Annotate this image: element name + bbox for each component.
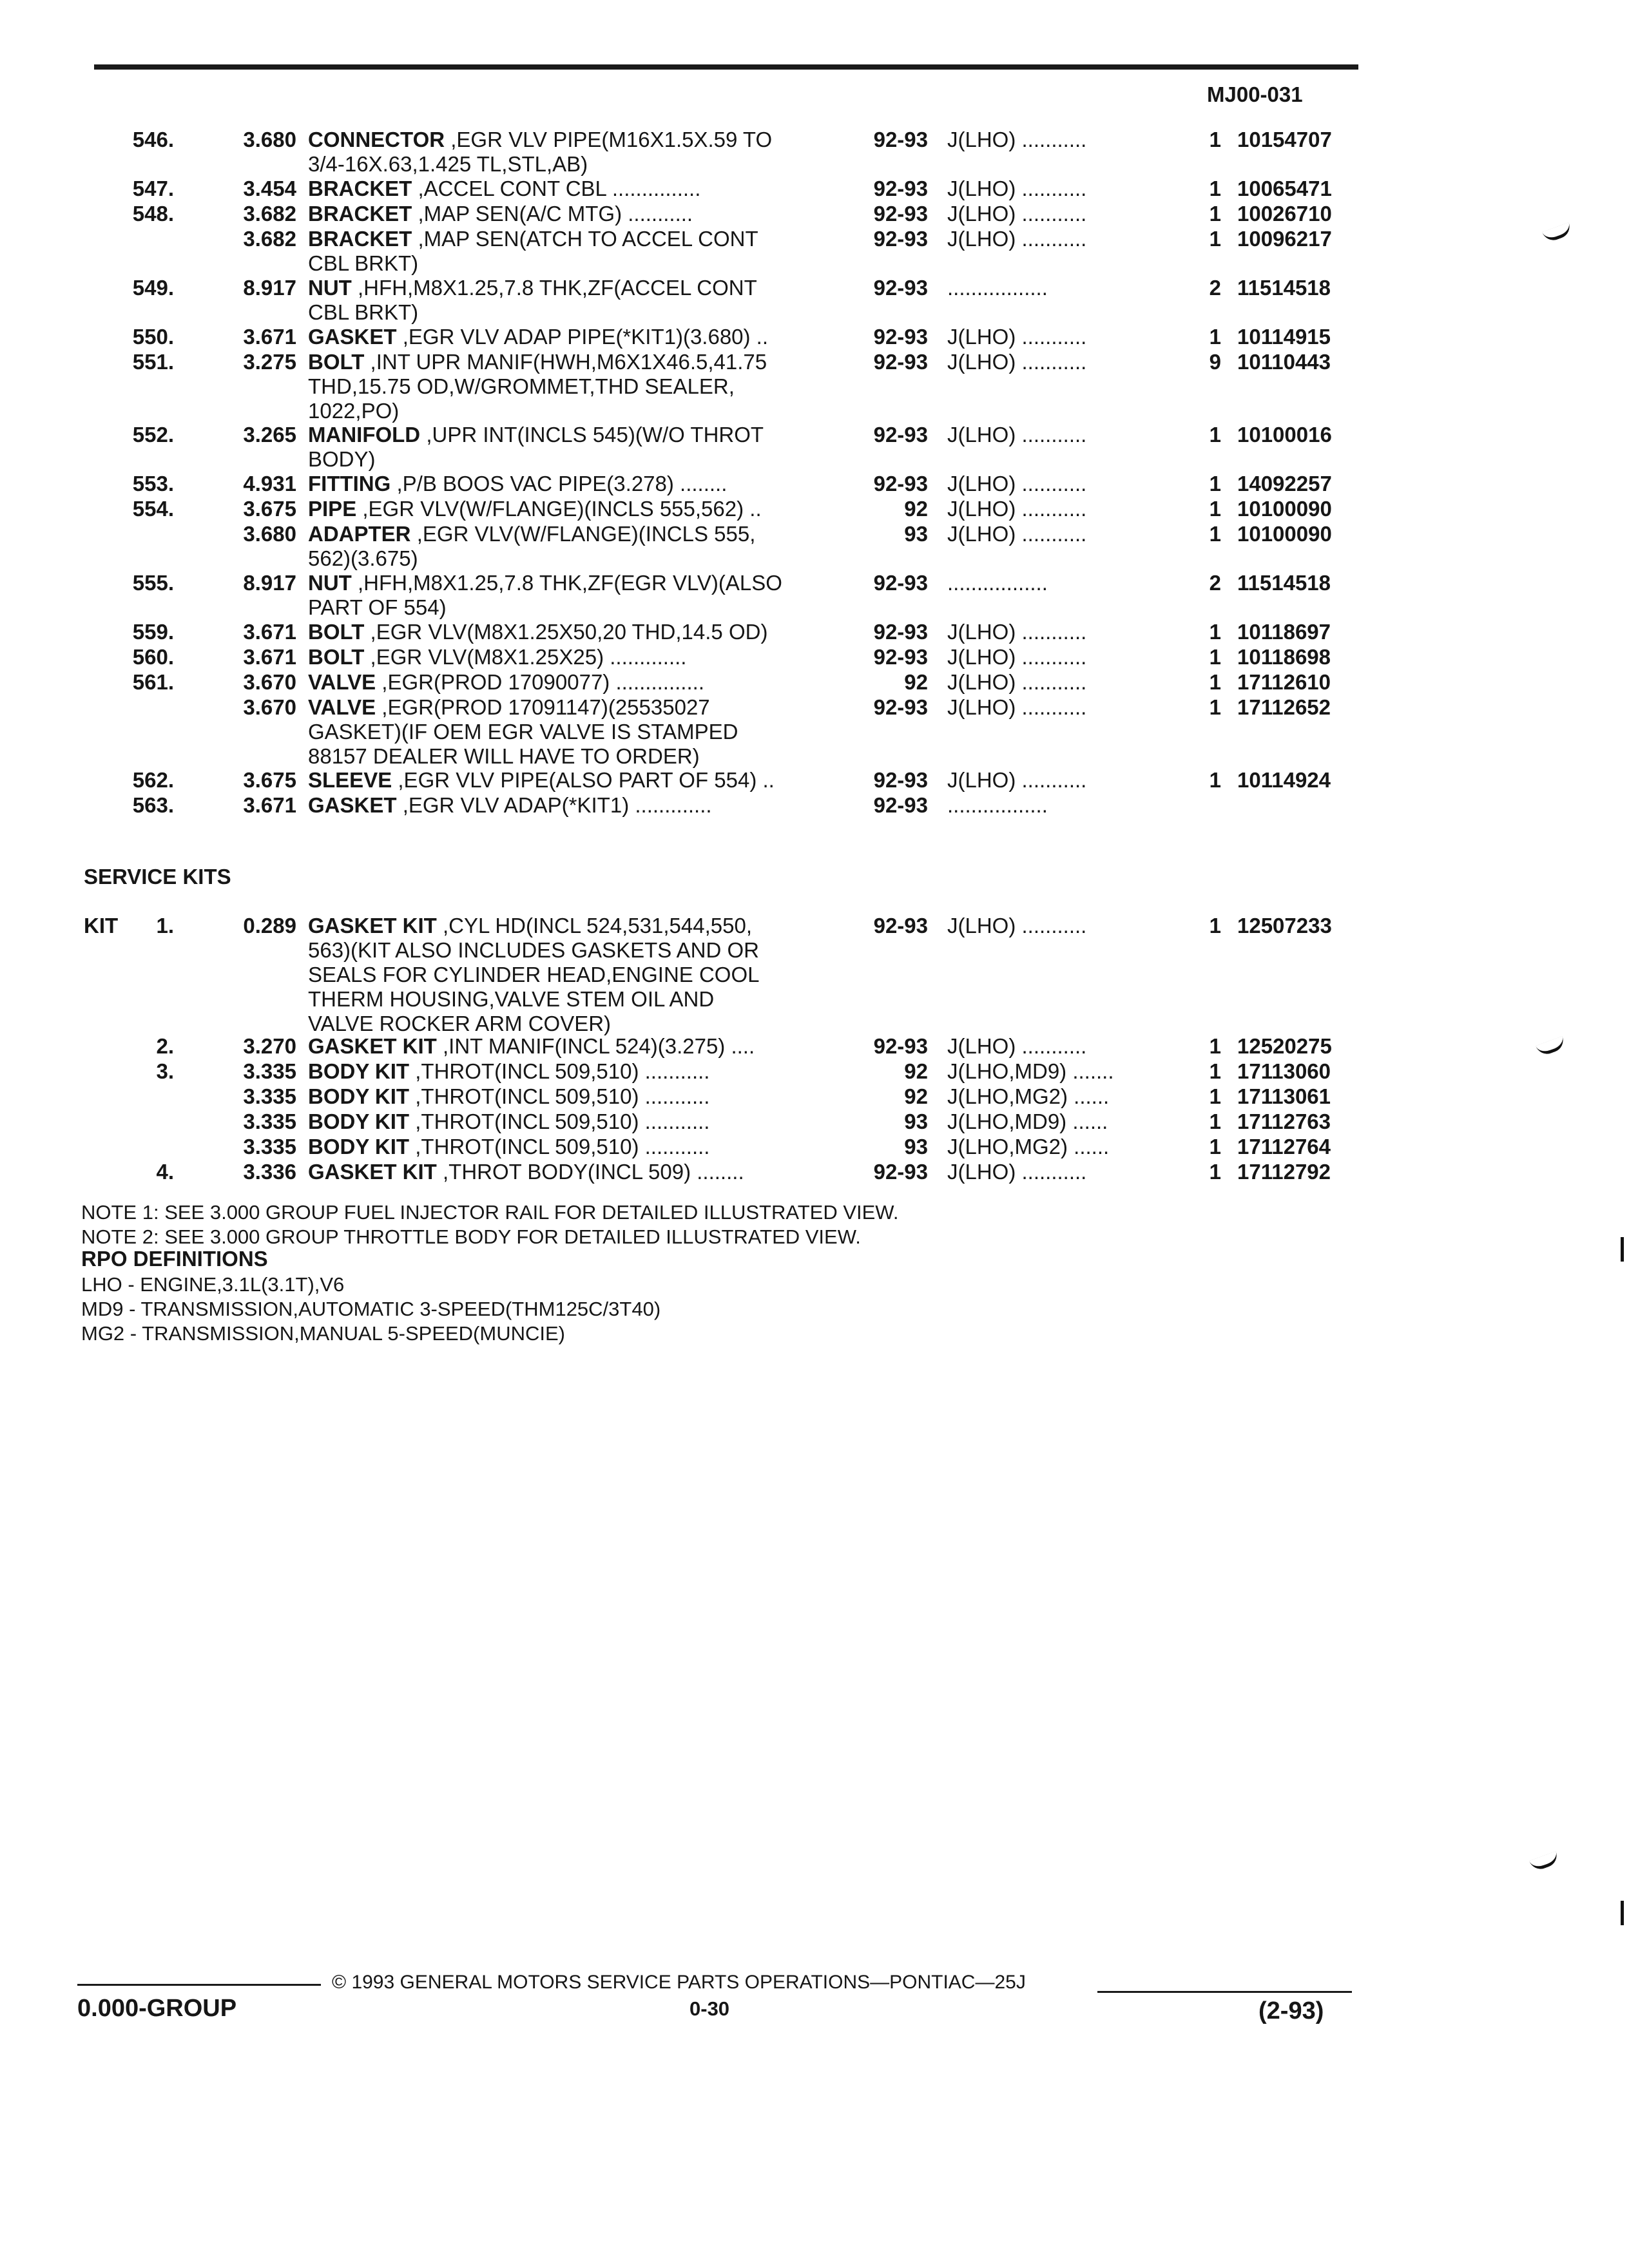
description-text: ,ACCEL CONT CBL ............... bbox=[418, 177, 701, 200]
model-codes: J(LHO) ........... bbox=[947, 202, 1087, 226]
footer-rule-left bbox=[77, 1984, 321, 1986]
group-number: 3.670 bbox=[243, 670, 296, 694]
model-codes: J(LHO) ........... bbox=[947, 177, 1087, 200]
ref-number: 552. bbox=[132, 423, 174, 447]
quantity: 1 bbox=[1209, 914, 1221, 937]
description-line bbox=[308, 350, 856, 374]
description bbox=[308, 695, 856, 769]
part-keyword: BODY KIT bbox=[308, 1135, 410, 1158]
group-number: 3.335 bbox=[243, 1135, 296, 1158]
ref-number: 559. bbox=[132, 620, 174, 644]
ref-number: 4. bbox=[156, 1160, 174, 1184]
model-codes: J(LHO) ........... bbox=[947, 1034, 1087, 1058]
description-line bbox=[308, 1084, 856, 1109]
model-codes: J(LHO) ........... bbox=[947, 128, 1087, 151]
model-years: 92-93 bbox=[873, 914, 928, 937]
model-codes: J(LHO) ........... bbox=[947, 227, 1087, 251]
description bbox=[308, 793, 856, 818]
part-keyword: SLEEVE bbox=[308, 768, 392, 792]
model-codes: J(LHO) ........... bbox=[947, 1160, 1087, 1184]
description-text: ,CYL HD(INCL 524,531,544,550, bbox=[443, 914, 753, 937]
model-codes: J(LHO) ........... bbox=[947, 497, 1087, 521]
group-number: 8.917 bbox=[243, 276, 296, 300]
rpo-item: MG2 - TRANSMISSION,MANUAL 5-SPEED(MUNCIE) bbox=[81, 1322, 565, 1345]
description-line bbox=[308, 938, 856, 963]
model-years: 92-93 bbox=[873, 202, 928, 226]
description-line bbox=[308, 399, 856, 423]
model-years: 92-93 bbox=[873, 325, 928, 349]
description-line bbox=[308, 325, 856, 349]
model-codes: ................. bbox=[947, 276, 1048, 300]
description-line bbox=[308, 202, 856, 226]
description-line bbox=[308, 963, 856, 987]
rpo-definitions bbox=[81, 1273, 660, 1346]
description bbox=[308, 1160, 856, 1184]
footer-date: (2-93) bbox=[1258, 1997, 1324, 2024]
model-codes: J(LHO,MG2) ...... bbox=[947, 1084, 1110, 1108]
model-codes: J(LHO) ........... bbox=[947, 423, 1087, 447]
rpo-item: MD9 - TRANSMISSION,AUTOMATIC 3-SPEED(THM125C/3T40) bbox=[81, 1298, 661, 1320]
ref-number: 563. bbox=[132, 793, 174, 817]
description-text: ,INT MANIF(INCL 524)(3.275) .... bbox=[443, 1034, 755, 1058]
model-codes: J(LHO) ........... bbox=[947, 522, 1087, 546]
description bbox=[308, 227, 856, 276]
footer-copyright: © 1993 GENERAL MOTORS SERVICE PARTS OPERATIONS—PONTIAC—25J bbox=[332, 1972, 1026, 1993]
description-line bbox=[308, 793, 856, 818]
description-line bbox=[308, 571, 856, 595]
description bbox=[308, 1059, 856, 1084]
description bbox=[308, 128, 856, 177]
description-line bbox=[308, 447, 856, 472]
part-keyword: NUT bbox=[308, 571, 352, 595]
quantity: 1 bbox=[1209, 325, 1221, 349]
model-codes: ................. bbox=[947, 571, 1048, 595]
description-text: 562)(3.675) bbox=[308, 546, 418, 570]
quantity: 1 bbox=[1209, 128, 1221, 151]
ref-number: 547. bbox=[132, 177, 174, 200]
part-number: 17112764 bbox=[1237, 1135, 1331, 1158]
description-text: ,EGR VLV PIPE(ALSO PART OF 554) .. bbox=[398, 768, 775, 792]
part-number: 11514518 bbox=[1237, 276, 1331, 300]
edge-bar bbox=[1621, 1237, 1624, 1262]
group-number: 3.682 bbox=[243, 202, 296, 226]
group-number: 3.270 bbox=[243, 1034, 296, 1058]
description-text: ,P/B BOOS VAC PIPE(3.278) ........ bbox=[396, 472, 728, 495]
description-line bbox=[308, 251, 856, 276]
description bbox=[308, 423, 856, 472]
group-number: 3.675 bbox=[243, 768, 296, 792]
model-years: 92 bbox=[904, 1084, 928, 1108]
part-number: 11514518 bbox=[1237, 571, 1331, 595]
model-years: 92-93 bbox=[873, 227, 928, 251]
binding-mark bbox=[1529, 1851, 1560, 1872]
part-keyword: BRACKET bbox=[308, 177, 412, 200]
quantity: 1 bbox=[1209, 695, 1221, 719]
note-line: NOTE 1: SEE 3.000 GROUP FUEL INJECTOR RAIL FOR DETAILED ILLUSTRATED VIEW. bbox=[81, 1201, 899, 1224]
description bbox=[308, 1034, 856, 1059]
description-text: GASKET)(IF OEM EGR VALVE IS STAMPED bbox=[308, 720, 738, 744]
footer-group: 0.000-GROUP bbox=[77, 1995, 237, 2022]
model-years: 92-93 bbox=[873, 571, 928, 595]
description-line bbox=[308, 720, 856, 744]
description-text: ,MAP SEN(A/C MTG) ........... bbox=[418, 202, 693, 226]
description-text: ,EGR VLV ADAP PIPE(*KIT1)(3.680) .. bbox=[402, 325, 769, 349]
model-years: 92-93 bbox=[873, 768, 928, 792]
group-number: 3.671 bbox=[243, 793, 296, 817]
model-codes: J(LHO) ........... bbox=[947, 695, 1087, 719]
description-line bbox=[308, 1012, 856, 1036]
description-line bbox=[308, 177, 856, 201]
binding-mark bbox=[1542, 222, 1573, 244]
description bbox=[308, 1135, 856, 1159]
ref-number: 2. bbox=[156, 1034, 174, 1058]
part-number: 10118698 bbox=[1237, 645, 1331, 669]
model-codes: J(LHO,MG2) ...... bbox=[947, 1135, 1110, 1158]
part-number: 10096217 bbox=[1237, 227, 1332, 251]
part-keyword: ADAPTER bbox=[308, 522, 411, 546]
description bbox=[308, 350, 856, 423]
description-text: VALVE ROCKER ARM COVER) bbox=[308, 1012, 612, 1035]
model-years: 92-93 bbox=[873, 645, 928, 669]
ref-number: 555. bbox=[132, 571, 174, 595]
description bbox=[308, 645, 856, 669]
description-line bbox=[308, 152, 856, 177]
part-keyword: BODY KIT bbox=[308, 1084, 410, 1108]
description-text: ,HFH,M8X1.25,7.8 THK,ZF(EGR VLV)(ALSO bbox=[358, 571, 782, 595]
description-line bbox=[308, 987, 856, 1012]
model-codes: J(LHO) ........... bbox=[947, 914, 1087, 937]
part-keyword: MANIFOLD bbox=[308, 423, 421, 447]
description-text: THD,15.75 OD,W/GROMMET,THD SEALER, bbox=[308, 374, 735, 398]
model-years: 92-93 bbox=[873, 620, 928, 644]
description-line bbox=[308, 620, 856, 644]
part-keyword: BODY KIT bbox=[308, 1110, 410, 1133]
quantity: 1 bbox=[1209, 768, 1221, 792]
description-text: BODY) bbox=[308, 447, 376, 471]
footer-rule-right bbox=[1097, 1991, 1352, 1993]
description-line bbox=[308, 423, 856, 447]
quantity: 1 bbox=[1209, 1084, 1221, 1108]
description-text: CBL BRKT) bbox=[308, 251, 419, 275]
description-text: ,EGR VLV PIPE(M16X1.5X.59 TO bbox=[450, 128, 773, 151]
part-keyword: GASKET bbox=[308, 325, 397, 349]
description-text: ,EGR VLV(W/FLANGE)(INCLS 555,562) .. bbox=[362, 497, 762, 521]
description-line bbox=[308, 546, 856, 571]
description-text: ,EGR(PROD 17091147)(25535027 bbox=[381, 695, 710, 719]
description-text: 1022,PO) bbox=[308, 399, 400, 423]
quantity: 1 bbox=[1209, 1160, 1221, 1184]
model-years: 93 bbox=[904, 1110, 928, 1133]
description bbox=[308, 202, 856, 226]
ref-number: 550. bbox=[132, 325, 174, 349]
group-number: 3.682 bbox=[243, 227, 296, 251]
quantity: 1 bbox=[1209, 1034, 1221, 1058]
description-text: 3/4-16X.63,1.425 TL,STL,AB) bbox=[308, 152, 588, 176]
model-years: 92-93 bbox=[873, 423, 928, 447]
part-number: 10110443 bbox=[1237, 350, 1331, 374]
description-line bbox=[308, 227, 856, 251]
group-number: 3.680 bbox=[243, 522, 296, 546]
part-number: 17112763 bbox=[1237, 1110, 1331, 1133]
model-codes: J(LHO) ........... bbox=[947, 645, 1087, 669]
ref-number: 549. bbox=[132, 276, 174, 300]
group-number: 8.917 bbox=[243, 571, 296, 595]
part-number: 10118697 bbox=[1237, 620, 1331, 644]
page-code: MJ00-031 bbox=[1207, 82, 1303, 106]
part-number: 17112652 bbox=[1237, 695, 1331, 719]
description-text: ,EGR VLV(M8X1.25X25) ............. bbox=[370, 645, 687, 669]
description-text: ,THROT(INCL 509,510) ........... bbox=[415, 1084, 710, 1108]
description bbox=[308, 914, 856, 1036]
description-line bbox=[308, 914, 856, 938]
edge-bar bbox=[1621, 1901, 1624, 1925]
quantity: 1 bbox=[1209, 472, 1221, 495]
description-text: ,MAP SEN(ATCH TO ACCEL CONT bbox=[418, 227, 758, 251]
part-number: 10100090 bbox=[1237, 497, 1332, 521]
group-number: 3.671 bbox=[243, 325, 296, 349]
description-line bbox=[308, 472, 856, 496]
quantity: 1 bbox=[1209, 202, 1221, 226]
quantity: 1 bbox=[1209, 497, 1221, 521]
quantity: 1 bbox=[1209, 645, 1221, 669]
quantity: 2 bbox=[1209, 276, 1221, 300]
group-number: 3.671 bbox=[243, 620, 296, 644]
part-keyword: BOLT bbox=[308, 645, 365, 669]
description-line bbox=[308, 768, 856, 793]
description-text: ,THROT(INCL 509,510) ........... bbox=[415, 1135, 710, 1158]
quantity: 9 bbox=[1209, 350, 1221, 374]
group-number: 0.289 bbox=[243, 914, 296, 937]
description bbox=[308, 620, 856, 644]
description-line bbox=[308, 1059, 856, 1084]
description-text: ,THROT(INCL 509,510) ........... bbox=[415, 1110, 710, 1133]
description bbox=[308, 1110, 856, 1134]
quantity: 1 bbox=[1209, 1059, 1221, 1083]
group-number: 3.671 bbox=[243, 645, 296, 669]
description-line bbox=[308, 695, 856, 720]
description-text: ,INT UPR MANIF(HWH,M6X1X46.5,41.75 bbox=[370, 350, 767, 374]
part-keyword: NUT bbox=[308, 276, 352, 300]
quantity: 1 bbox=[1209, 670, 1221, 694]
description-line bbox=[308, 1034, 856, 1059]
model-codes: J(LHO) ........... bbox=[947, 325, 1087, 349]
description-text: CBL BRKT) bbox=[308, 300, 419, 324]
part-number: 17113060 bbox=[1237, 1059, 1331, 1083]
group-number: 3.454 bbox=[243, 177, 296, 200]
ref-number: 553. bbox=[132, 472, 174, 495]
description-text: ,UPR INT(INCLS 545)(W/O THROT bbox=[426, 423, 764, 447]
description-line bbox=[308, 276, 856, 300]
model-years: 92-93 bbox=[873, 695, 928, 719]
description-text: PART OF 554) bbox=[308, 595, 447, 619]
model-years: 92-93 bbox=[873, 350, 928, 374]
footer-page-number: 0-30 bbox=[689, 1997, 730, 2020]
group-number: 3.336 bbox=[243, 1160, 296, 1184]
rpo-item: LHO - ENGINE,3.1L(3.1T),V6 bbox=[81, 1273, 345, 1296]
group-number: 3.265 bbox=[243, 423, 296, 447]
quantity: 2 bbox=[1209, 571, 1221, 595]
group-number: 4.931 bbox=[243, 472, 296, 495]
part-number: 10026710 bbox=[1237, 202, 1332, 226]
model-codes: J(LHO) ........... bbox=[947, 768, 1087, 792]
quantity: 1 bbox=[1209, 1110, 1221, 1133]
model-years: 92-93 bbox=[873, 793, 928, 817]
group-number: 3.335 bbox=[243, 1110, 296, 1133]
description-text: SEALS FOR CYLINDER HEAD,ENGINE COOL bbox=[308, 963, 760, 986]
ref-number: 3. bbox=[156, 1059, 174, 1083]
description-text: ,EGR(PROD 17090077) ............... bbox=[381, 670, 704, 694]
description-text: ,EGR VLV ADAP(*KIT1) ............. bbox=[402, 793, 712, 817]
description-line bbox=[308, 497, 856, 521]
service-kits-title: SERVICE KITS bbox=[84, 865, 231, 889]
model-codes: ................. bbox=[947, 793, 1048, 817]
model-years: 93 bbox=[904, 1135, 928, 1158]
part-keyword: GASKET KIT bbox=[308, 914, 437, 937]
model-codes: J(LHO) ........... bbox=[947, 670, 1087, 694]
quantity: 1 bbox=[1209, 423, 1221, 447]
description-text: ,THROT BODY(INCL 509) ........ bbox=[443, 1160, 744, 1184]
group-number: 3.275 bbox=[243, 350, 296, 374]
model-years: 93 bbox=[904, 522, 928, 546]
ref-number: 561. bbox=[132, 670, 174, 694]
binding-mark bbox=[1536, 1036, 1566, 1057]
group-number: 3.335 bbox=[243, 1059, 296, 1083]
description-line bbox=[308, 595, 856, 620]
model-years: 92-93 bbox=[873, 177, 928, 200]
quantity: 1 bbox=[1209, 620, 1221, 644]
description-line bbox=[308, 522, 856, 546]
part-keyword: VALVE bbox=[308, 695, 376, 719]
model-years: 92-93 bbox=[873, 472, 928, 495]
description bbox=[308, 276, 856, 325]
description-text: ,EGR VLV(M8X1.25X50,20 THD,14.5 OD) bbox=[370, 620, 768, 644]
description-line bbox=[308, 128, 856, 152]
part-number: 10114915 bbox=[1237, 325, 1331, 349]
model-codes: J(LHO,MD9) ...... bbox=[947, 1110, 1108, 1133]
part-keyword: BRACKET bbox=[308, 202, 412, 226]
ref-number: 562. bbox=[132, 768, 174, 792]
part-keyword: GASKET KIT bbox=[308, 1160, 437, 1184]
model-years: 92 bbox=[904, 1059, 928, 1083]
group-number: 3.670 bbox=[243, 695, 296, 719]
part-number: 17112610 bbox=[1237, 670, 1331, 694]
part-keyword: VALVE bbox=[308, 670, 376, 694]
ref-number: 554. bbox=[132, 497, 174, 521]
quantity: 1 bbox=[1209, 522, 1221, 546]
description-line bbox=[308, 374, 856, 399]
description-line bbox=[308, 670, 856, 695]
part-number: 12507233 bbox=[1237, 914, 1332, 937]
part-number: 12520275 bbox=[1237, 1034, 1332, 1058]
kit-label: KIT bbox=[84, 914, 119, 937]
description-line bbox=[308, 645, 856, 669]
description-line bbox=[308, 1135, 856, 1159]
part-keyword: BOLT bbox=[308, 350, 365, 374]
part-number: 17113061 bbox=[1237, 1084, 1331, 1108]
quantity: 1 bbox=[1209, 227, 1221, 251]
model-years: 92 bbox=[904, 497, 928, 521]
part-number: 10114924 bbox=[1237, 768, 1331, 792]
model-years: 92-93 bbox=[873, 1160, 928, 1184]
group-number: 3.680 bbox=[243, 128, 296, 151]
description-line bbox=[308, 300, 856, 325]
part-keyword: BRACKET bbox=[308, 227, 412, 251]
model-codes: J(LHO) ........... bbox=[947, 472, 1087, 495]
description-text: ,HFH,M8X1.25,7.8 THK,ZF(ACCEL CONT bbox=[358, 276, 757, 300]
model-codes: J(LHO,MD9) ....... bbox=[947, 1059, 1114, 1083]
description bbox=[308, 571, 856, 620]
part-keyword: GASKET KIT bbox=[308, 1034, 437, 1058]
model-years: 92-93 bbox=[873, 276, 928, 300]
model-years: 92-93 bbox=[873, 1034, 928, 1058]
ref-number: 548. bbox=[132, 202, 174, 226]
part-keyword: CONNECTOR bbox=[308, 128, 445, 151]
part-keyword: PIPE bbox=[308, 497, 357, 521]
group-number: 3.675 bbox=[243, 497, 296, 521]
model-codes: J(LHO) ........... bbox=[947, 350, 1087, 374]
description bbox=[308, 670, 856, 695]
description bbox=[308, 325, 856, 349]
description-text: 88157 DEALER WILL HAVE TO ORDER) bbox=[308, 744, 700, 768]
part-number: 10100016 bbox=[1237, 423, 1332, 447]
model-years: 92 bbox=[904, 670, 928, 694]
ref-number: 1. bbox=[156, 914, 174, 937]
ref-number: 560. bbox=[132, 645, 174, 669]
notes bbox=[81, 1200, 898, 1249]
ref-number: 546. bbox=[132, 128, 174, 151]
part-number: 10065471 bbox=[1237, 177, 1332, 200]
part-keyword: BODY KIT bbox=[308, 1059, 410, 1083]
part-keyword: FITTING bbox=[308, 472, 391, 495]
description bbox=[308, 522, 856, 571]
rpo-definitions-title: RPO DEFINITIONS bbox=[81, 1247, 268, 1271]
top-rule bbox=[94, 64, 1358, 70]
description-line bbox=[308, 1110, 856, 1134]
part-number: 10100090 bbox=[1237, 522, 1332, 546]
description-line bbox=[308, 1160, 856, 1184]
description-text: 563)(KIT ALSO INCLUDES GASKETS AND OR bbox=[308, 938, 759, 962]
part-number: 10154707 bbox=[1237, 128, 1332, 151]
group-number: 3.335 bbox=[243, 1084, 296, 1108]
model-years: 92-93 bbox=[873, 128, 928, 151]
description bbox=[308, 1084, 856, 1109]
description-text: ,THROT(INCL 509,510) ........... bbox=[415, 1059, 710, 1083]
description bbox=[308, 497, 856, 521]
description bbox=[308, 177, 856, 201]
model-codes: J(LHO) ........... bbox=[947, 620, 1087, 644]
part-keyword: BOLT bbox=[308, 620, 365, 644]
description-text: THERM HOUSING,VALVE STEM OIL AND bbox=[308, 987, 715, 1011]
quantity: 1 bbox=[1209, 1135, 1221, 1158]
part-number: 17112792 bbox=[1237, 1160, 1331, 1184]
description bbox=[308, 768, 856, 793]
note-line: NOTE 2: SEE 3.000 GROUP THROTTLE BODY FOR DETAILED ILLUSTRATED VIEW. bbox=[81, 1225, 861, 1248]
part-number: 14092257 bbox=[1237, 472, 1332, 495]
ref-number: 551. bbox=[132, 350, 174, 374]
part-keyword: GASKET bbox=[308, 793, 397, 817]
description bbox=[308, 472, 856, 496]
quantity: 1 bbox=[1209, 177, 1221, 200]
description-line bbox=[308, 744, 856, 769]
description-text: ,EGR VLV(W/FLANGE)(INCLS 555, bbox=[416, 522, 756, 546]
